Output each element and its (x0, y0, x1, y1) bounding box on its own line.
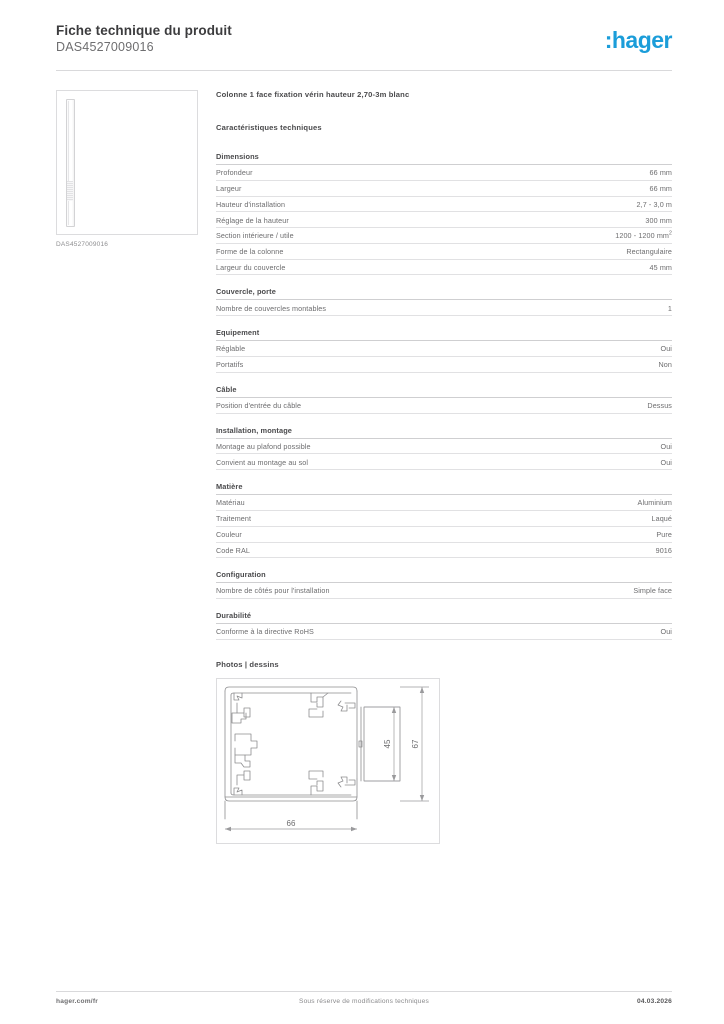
spec-group-title: Dimensions (216, 152, 672, 165)
spec-row (216, 439, 672, 455)
spec-row (216, 181, 672, 197)
product-reference: DAS4527009016 (56, 40, 154, 54)
spec-value (652, 514, 673, 523)
spec-value (661, 627, 673, 636)
specs-content (216, 90, 672, 844)
spec-row (216, 244, 672, 260)
spec-label: Couleur (216, 529, 242, 539)
spec-label: Section intérieure / utile (216, 231, 294, 241)
column-profile-image (66, 99, 75, 227)
spec-value-superscript: 2 (669, 230, 672, 237)
spec-value-text: Oui (660, 627, 672, 637)
spec-group (216, 611, 672, 640)
spec-group (216, 482, 672, 558)
product-name: Colonne 1 face fixation vérin hauteur 2,70-3m blanc (216, 90, 410, 99)
spec-value-text: Aluminium (637, 498, 672, 508)
spec-value (637, 200, 672, 209)
spec-value (650, 184, 672, 193)
spec-row (216, 165, 672, 181)
dim-cover-45 (364, 707, 400, 781)
spec-group (216, 385, 672, 414)
spec-value-text: 45 mm (649, 262, 672, 272)
spec-label: Réglage de la hauteur (216, 215, 289, 225)
column-seam (68, 101, 69, 225)
spec-row (216, 527, 672, 543)
spec-value (661, 442, 673, 451)
spec-group (216, 426, 672, 471)
spec-label: Nombre de côtés pour l'installation (216, 586, 330, 596)
spec-value (615, 231, 672, 240)
spec-label: Traitement (216, 514, 252, 524)
spec-value-text: 300 mm (645, 215, 672, 225)
spec-group-title: Durabilité (216, 611, 672, 624)
spec-value (633, 586, 672, 595)
spec-label: Matériau (216, 498, 245, 508)
spec-value-text: Pure (656, 529, 672, 539)
spec-value-text: Oui (660, 441, 672, 451)
spec-value (647, 401, 672, 410)
spec-label: Convient au montage au sol (216, 457, 309, 467)
spec-label: Portatifs (216, 360, 244, 370)
spec-group-title: Installation, montage (216, 426, 672, 439)
product-figure (56, 90, 200, 248)
spec-label: Nombre de couvercles montables (216, 303, 327, 313)
column-cross-section-drawing (217, 679, 439, 843)
spec-value-text: Non (658, 360, 672, 370)
footer-date: 04.03.2026 (636, 998, 672, 1005)
spec-group (216, 152, 672, 275)
spec-value-text: Oui (660, 344, 672, 354)
spec-value (650, 168, 672, 177)
spec-label: Largeur du couvercle (216, 262, 286, 272)
spec-row (216, 212, 672, 228)
spec-group-title: Couvercle, porte (216, 287, 672, 300)
spec-label: Position d'entrée du câble (216, 401, 302, 410)
spec-value-text: 2,7 - 3,0 m (636, 199, 672, 209)
spec-row (216, 495, 672, 511)
spec-row (216, 260, 672, 276)
spec-row (216, 398, 672, 414)
page-footer (56, 998, 672, 1010)
spec-label: Réglable (216, 344, 246, 354)
spec-value (661, 458, 673, 467)
spec-value (645, 216, 672, 225)
product-image-frame (56, 90, 198, 235)
spec-value-text: 9016 (655, 545, 672, 555)
spec-value (668, 304, 672, 313)
spec-label: Largeur (216, 183, 242, 193)
spec-label: Conforme à la directive RoHS (216, 627, 314, 637)
column-outlet-detail (67, 181, 73, 201)
spec-row (216, 341, 672, 357)
spec-row (216, 228, 672, 244)
spec-row (216, 454, 672, 470)
specs-section-title: Caractéristiques techniques (216, 123, 322, 132)
drawing-frame (216, 678, 440, 844)
spec-value-text: Laqué (651, 514, 672, 524)
dim-label-cover-height: 45 (383, 739, 392, 749)
header-divider (56, 70, 672, 71)
spec-row (216, 624, 672, 640)
spec-row (216, 583, 672, 599)
dim-label-total-height: 67 (411, 739, 420, 749)
page-title: Fiche technique du produit (56, 23, 232, 38)
spec-row (216, 197, 672, 213)
spec-group (216, 287, 672, 316)
spec-row (216, 511, 672, 527)
drawing-section (216, 660, 672, 844)
spec-group-title: Configuration (216, 570, 672, 583)
spec-group (216, 570, 672, 599)
spec-label: Profondeur (216, 168, 253, 178)
spec-value (650, 263, 672, 272)
footer-divider (56, 991, 672, 992)
spec-group (216, 328, 672, 373)
spec-row (216, 300, 672, 316)
spec-value-text: 66 mm (649, 168, 672, 178)
spec-groups (216, 152, 672, 640)
hager-logo: :hager (604, 27, 672, 53)
spec-label: Forme de la colonne (216, 247, 284, 257)
spec-value (656, 530, 672, 539)
spec-value (659, 360, 673, 369)
footer-disclaimer: Sous réserve de modifications techniques (298, 998, 430, 1005)
spec-value-text: Dessus (647, 401, 672, 410)
drawing-title: Photos | dessins (216, 659, 279, 669)
footer-website-link[interactable]: hager.com/fr (56, 998, 98, 1005)
spec-value (656, 546, 672, 555)
spec-group-title: Equipement (216, 328, 672, 341)
product-image-caption: DAS4527009016 (56, 241, 109, 248)
spec-value-text: 66 mm (649, 183, 672, 193)
dim-label-width: 66 (286, 818, 296, 828)
spec-label: Montage au plafond possible (216, 441, 311, 451)
spec-value (638, 498, 672, 507)
spec-row (216, 357, 672, 373)
spec-value-text: Rectangulaire (626, 247, 672, 257)
page-header (56, 22, 672, 70)
spec-label: Code RAL (216, 545, 250, 555)
spec-group-title: Matière (216, 482, 672, 495)
spec-group-title: Câble (216, 385, 672, 398)
spec-value-text: Simple face (633, 586, 672, 596)
spec-value-text: 1 (667, 303, 672, 313)
spec-value (626, 247, 672, 256)
spec-row (216, 543, 672, 559)
spec-label: Hauteur d'installation (216, 199, 286, 209)
spec-value-text: 1200 - 1200 mm (615, 231, 669, 241)
spec-value (661, 344, 673, 353)
spec-value-text: Oui (660, 457, 672, 467)
